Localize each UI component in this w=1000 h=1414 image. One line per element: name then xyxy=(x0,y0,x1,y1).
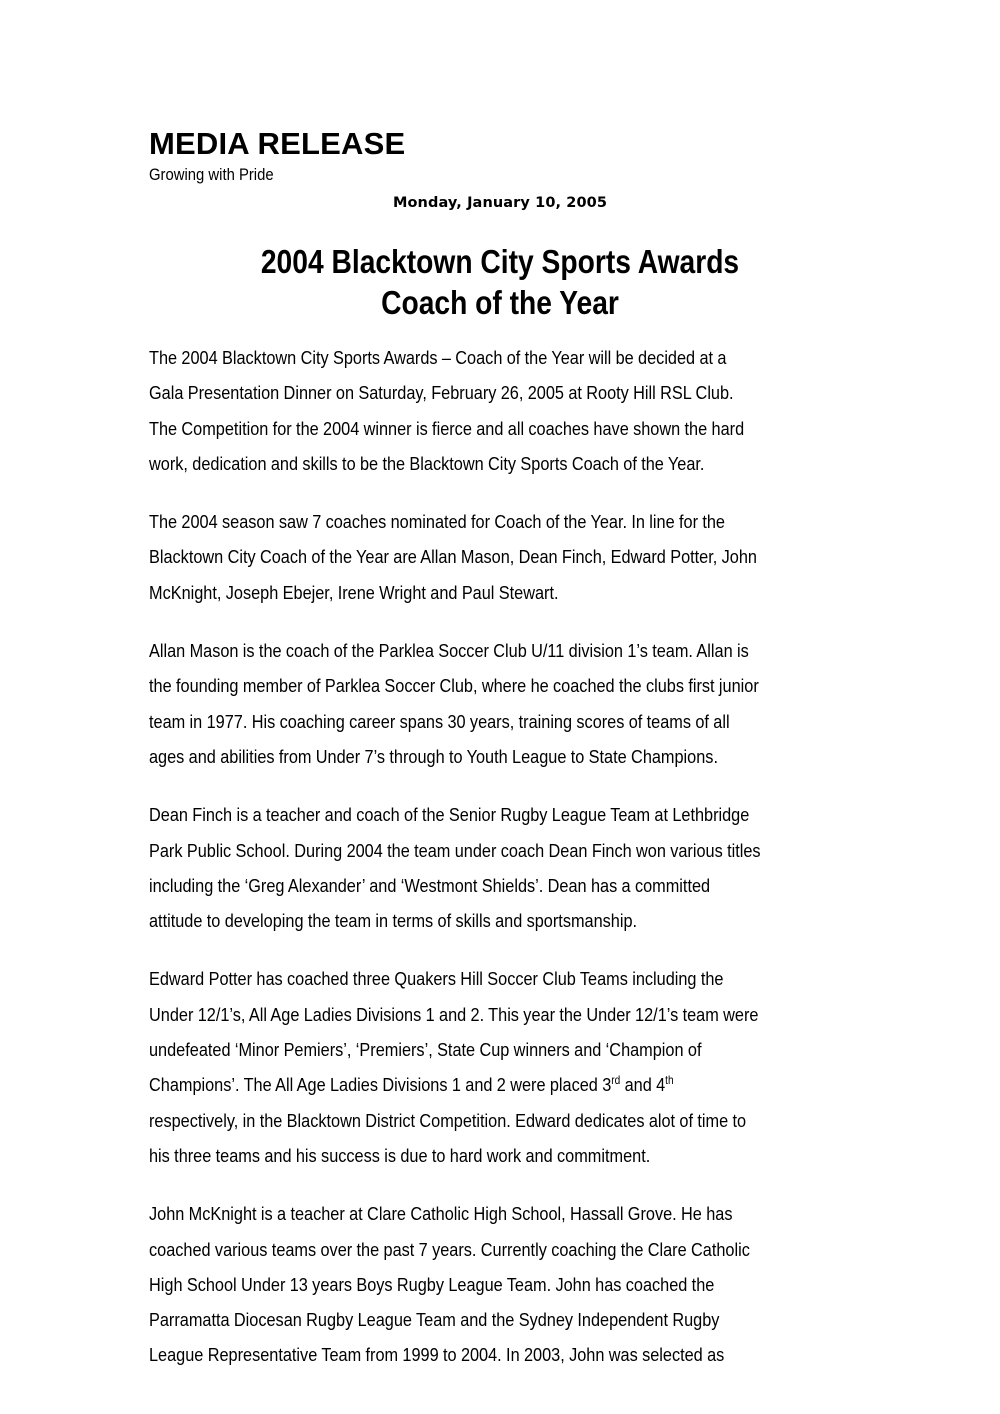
text-line: Dean Finch is a teacher and coach of the Senior Rugby League Team at Lethbridge xyxy=(149,804,750,826)
body-copy xyxy=(149,340,853,1396)
page-title-line-2: Coach of the Year xyxy=(381,284,619,321)
paragraph-intro xyxy=(149,340,853,481)
text-line: Park Public School. During 2004 the team under coach Dean Finch won various titles xyxy=(149,839,761,861)
masthead-tagline: Growing with Pride xyxy=(149,166,274,184)
text-line: respectively, in the Blacktown District Competition. Edward dedicates alot of time to xyxy=(149,1109,747,1131)
text-line: McKnight, Joseph Ebejer, Irene Wright and Paul Stewart. xyxy=(149,581,559,603)
text-line: High School Under 13 years Boys Rugby League Team. John has coached the xyxy=(149,1273,715,1295)
text-line: Under 12/1’s, All Age Ladies Divisions 1 and 2. This year the Under 12/1’s team were xyxy=(149,1003,759,1025)
text-line: coached various teams over the past 7 years. Currently coaching the Clare Catholic xyxy=(149,1238,750,1260)
text-line: Blacktown City Coach of the Year are Allan Mason, Dean Finch, Edward Potter, John xyxy=(149,546,757,568)
masthead-title: MEDIA RELEASE xyxy=(149,126,406,161)
text-line: ages and abilities from Under 7’s through to Youth League to State Champions. xyxy=(149,745,718,767)
text-line: team in 1977. His coaching career spans 30 years, training scores of teams of all xyxy=(149,710,730,732)
text-line: The 2004 season saw 7 coaches nominated for Coach of the Year. In line for the xyxy=(149,511,725,533)
release-date: Monday, January 10, 2005 xyxy=(392,195,608,211)
text-line: League Representative Team from 1999 to 2004. In 2003, John was selected as xyxy=(149,1344,725,1366)
paragraph-nominees xyxy=(149,504,853,610)
text-line: undefeated ‘Minor Pemiers’, ‘Premiers’, State Cup winners and ‘Champion of xyxy=(149,1039,702,1061)
text-line: attitude to developing the team in terms of skills and sportsmanship. xyxy=(149,910,638,932)
page-title-line-1: 2004 Blacktown City Sports Awards xyxy=(260,243,740,280)
ordinal-suffix-th: th xyxy=(665,1075,674,1088)
ordinal-suffix-rd: rd xyxy=(611,1075,621,1088)
text-line-with-ordinals xyxy=(149,1067,766,1102)
text-line: including the ‘Greg Alexander’ and ‘Westmont Shields’. Dean has a committed xyxy=(149,874,711,896)
text-line: Edward Potter has coached three Quakers Hill Soccer Club Teams including the xyxy=(149,968,724,990)
paragraph-dean-finch xyxy=(149,797,853,938)
text-line: his three teams and his success is due to hard work and commitment. xyxy=(149,1144,651,1166)
text-line: The 2004 Blacktown City Sports Awards – Coach of the Year will be decided at a xyxy=(149,347,727,368)
text-line: Parramatta Diocesan Rugby League Team and the Sydney Independent Rugby xyxy=(149,1309,720,1331)
text-line: the founding member of Parklea Soccer Club, where he coached the clubs first junior xyxy=(149,675,759,697)
text-line: work, dedication and skills to be the Blacktown City Sports Coach of the Year. xyxy=(149,452,705,474)
text-line: Allan Mason is the coach of the Parklea Soccer Club U/11 division 1’s team. Allan is xyxy=(149,640,749,662)
paragraph-john-mcknight xyxy=(149,1196,853,1372)
text-line: Gala Presentation Dinner on Saturday, February 26, 2005 at Rooty Hill RSL Club. xyxy=(149,382,734,404)
text-line: The Competition for the 2004 winner is fierce and all coaches have shown the hard xyxy=(149,417,745,439)
masthead xyxy=(149,126,851,186)
ordinal-text-middle: and 4 xyxy=(620,1074,666,1096)
text-line: John McKnight is a teacher at Clare Catholic High School, Hassall Grove. He has xyxy=(149,1203,733,1225)
paragraph-edward-potter xyxy=(149,961,853,1173)
ordinal-text-before: Champions’. The All Age Ladies Divisions 1 and 2 were placed 3 xyxy=(149,1074,612,1096)
paragraph-allan-mason xyxy=(149,633,853,774)
page-title xyxy=(149,241,851,323)
